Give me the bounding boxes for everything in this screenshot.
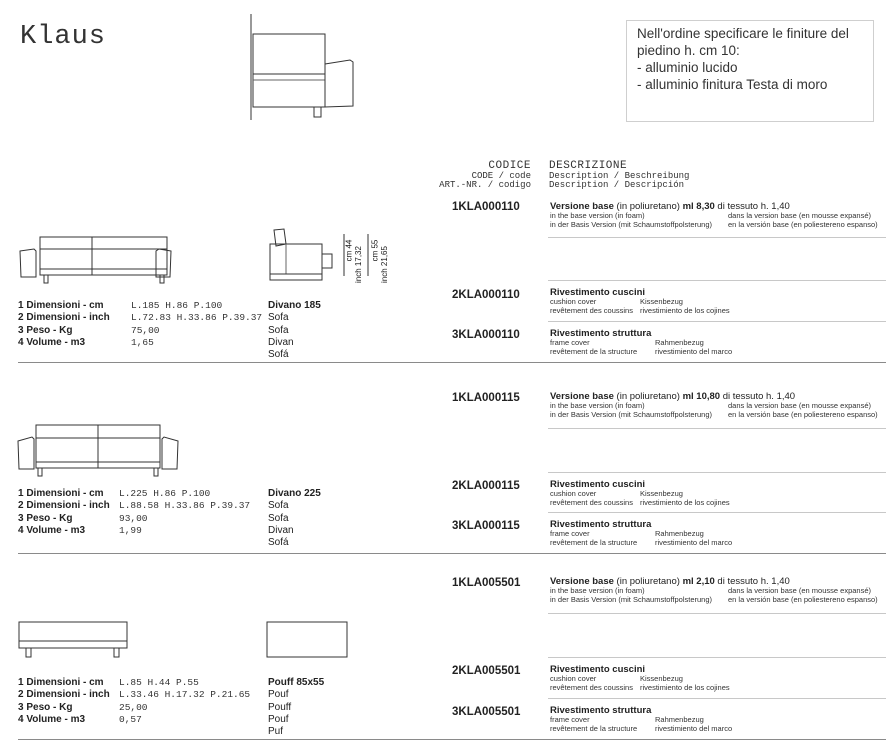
desc-de: in der Basis Version (mit Schaumstoffpolsterung) [550, 594, 713, 604]
product-translation: Sofá [268, 349, 289, 361]
article-code: 2KLA005501 [452, 665, 521, 677]
dim-inch2165: inch 21,65 [379, 246, 389, 283]
desc-es: rivestimiento de los cojines [640, 497, 730, 507]
desc-de: in der Basis Version (mit Schaumstoffpolsterung) [550, 409, 713, 419]
article-code: 1KLA000115 [452, 392, 520, 404]
row-divider [548, 321, 886, 322]
product-translation: Sofá [268, 537, 289, 549]
desc-en: frame cover [550, 715, 590, 724]
pouf-front-drawing [18, 621, 130, 659]
header-descrizione: DESCRIZIONE [549, 160, 628, 172]
section-separator [18, 362, 886, 363]
product-name-1 [268, 300, 321, 361]
article-description [550, 201, 878, 229]
dim-cm44: cm 44 [344, 239, 354, 262]
desc-fr: revêtement de la structure [550, 723, 638, 733]
dim-label: 4 Volume - m3 [18, 713, 86, 725]
desc-en: cushion cover [550, 674, 597, 683]
dimension-labels-2 [18, 488, 110, 537]
product-translation: Pouf [268, 713, 289, 725]
sofa-185-side-drawing [268, 228, 338, 284]
row-divider [548, 698, 886, 699]
desc-title: Rivestimento cuscini [550, 664, 646, 675]
order-note [626, 20, 874, 122]
dim-label: 2 Dimensioni - inch [18, 312, 110, 324]
desc-fr: revêtement de la structure [550, 537, 638, 547]
desc-es: en la versión base (en poliestereno espanso) [728, 219, 878, 229]
dimension-values-1 [131, 300, 262, 349]
product-translation: Sofa [268, 324, 289, 336]
desc-bold: Versione base [550, 391, 614, 402]
page-title: Klaus [20, 22, 107, 52]
desc-en: in the base version (in foam) [550, 586, 645, 595]
dim-label: 2 Dimensioni - inch [18, 689, 110, 701]
article-code: 2KLA000110 [452, 289, 520, 301]
dim-inch1732: inch 17,32 [353, 246, 363, 283]
desc-en: cushion cover [550, 297, 597, 306]
dimension-values-3 [119, 677, 250, 726]
row-divider [548, 512, 886, 513]
desc-de: Kissenbezug [640, 297, 683, 306]
row-divider [548, 428, 886, 429]
section-separator [18, 553, 886, 554]
article-code: 1KLA000110 [452, 201, 520, 213]
dim-value: L.185 H.86 P.100 [131, 300, 223, 311]
desc-normal2: di tessuto h. 1,40 [720, 391, 796, 402]
dimension-values-2 [119, 488, 250, 537]
dim-value: 75,00 [131, 324, 160, 336]
product-translation: Sofa [268, 312, 289, 324]
row-divider [548, 657, 886, 658]
dim-value: L.33.46 H.17.32 P.21.65 [119, 689, 251, 701]
header-desc-line3: Description / Descripción [549, 179, 685, 190]
product-title: Divano 225 [268, 488, 321, 499]
article-description [550, 664, 730, 692]
desc-title: Rivestimento struttura [550, 328, 652, 339]
dim-label: 1 Dimensioni - cm [18, 677, 104, 688]
desc-es: rivestimiento del marco [655, 537, 733, 547]
desc-en: in the base version (in foam) [550, 401, 645, 410]
dim-value: 0,57 [119, 713, 142, 725]
product-name-3 [268, 677, 324, 738]
desc-de: in der Basis Version (mit Schaumstoffpolsterung) [550, 219, 713, 229]
desc-de: Rahmenbezug [655, 715, 704, 724]
product-title: Pouff 85x55 [268, 677, 325, 688]
desc-normal2: di tessuto h. 1,40 [714, 201, 790, 212]
article-code: 2KLA000115 [452, 480, 520, 492]
row-divider [548, 472, 886, 473]
desc-title: Rivestimento struttura [550, 705, 652, 716]
header-code: CODE / code [471, 171, 531, 181]
article-code: 3KLA005501 [452, 706, 521, 718]
product-translation: Pouff [268, 701, 292, 713]
desc-bold: Versione base [550, 576, 614, 587]
sofa-185-front-drawing [20, 237, 173, 285]
desc-de: Rahmenbezug [655, 529, 704, 538]
product-translation: Pouf [268, 689, 289, 701]
desc-fr: revêtement des coussins [550, 682, 633, 692]
row-divider [548, 237, 886, 238]
header-desc-line2: Description / Beschreibung [549, 171, 690, 181]
article-description [550, 287, 730, 315]
product-translation: Sofa [268, 500, 289, 512]
dim-value: L.225 H.86 P.100 [119, 488, 211, 499]
product-translation: Divan [268, 336, 294, 348]
article-description [550, 519, 732, 547]
desc-de: Kissenbezug [640, 489, 683, 498]
desc-bold2: ml 8,30 [682, 201, 715, 212]
sofa-225-front-drawing [18, 425, 180, 477]
desc-normal: (in poliuretano) [613, 391, 683, 402]
desc-normal: (in poliuretano) [613, 201, 683, 212]
dim-label: 1 Dimensioni - cm [18, 300, 104, 311]
product-title: Divano 185 [268, 300, 321, 311]
article-description [550, 705, 732, 733]
pouf-top-drawing [266, 621, 350, 659]
desc-fr: dans la version base (en mousse expansé) [728, 211, 871, 220]
dim-value: L.88.58 H.33.86 P.39.37 [119, 500, 251, 512]
desc-es: rivestimiento de los cojines [640, 682, 730, 692]
dim-cm55: cm 55 [370, 239, 380, 262]
desc-bold: Versione base [550, 201, 614, 212]
desc-en: frame cover [550, 338, 590, 347]
note-line: - alluminio lucido [637, 60, 738, 75]
desc-en: in the base version (in foam) [550, 211, 645, 220]
sofa-side-illustration [250, 14, 360, 120]
desc-fr: dans la version base (en mousse expansé) [728, 401, 871, 410]
header-artnr: ART.-NR. / codigo [439, 179, 531, 190]
desc-es: rivestimiento del marco [655, 346, 733, 356]
article-description [550, 576, 878, 604]
row-divider [548, 280, 886, 281]
article-description [550, 391, 878, 419]
product-translation: Sofa [268, 512, 289, 524]
dim-value: 1,99 [119, 524, 142, 536]
dim-label: 4 Volume - m3 [18, 524, 86, 536]
desc-en: frame cover [550, 529, 590, 538]
dim-label: 4 Volume - m3 [18, 336, 86, 348]
desc-normal: (in poliuretano) [613, 576, 683, 587]
dim-label: 2 Dimensioni - inch [18, 500, 110, 512]
row-divider [548, 613, 886, 614]
description-column-header [549, 161, 689, 189]
desc-bold2: ml 10,80 [682, 391, 721, 402]
dimension-labels-3 [18, 677, 110, 726]
dim-value: L.72.83 H.33.86 P.39.37 [131, 312, 263, 324]
desc-fr: revêtement des coussins [550, 497, 633, 507]
desc-es: en la versión base (en poliestereno espanso) [728, 409, 878, 419]
note-line: - alluminio finitura Testa di moro [637, 77, 828, 92]
desc-fr: revêtement de la structure [550, 346, 638, 356]
dim-value: 25,00 [119, 701, 148, 713]
note-line: piedino h. cm 10: [637, 43, 740, 58]
dim-value: 1,65 [131, 336, 154, 348]
article-code: 3KLA000115 [452, 520, 520, 532]
desc-title: Rivestimento cuscini [550, 287, 646, 298]
desc-es: en la versión base (en poliestereno espanso) [728, 594, 878, 604]
desc-de: Kissenbezug [640, 674, 683, 683]
dim-label: 3 Peso - Kg [18, 512, 73, 524]
desc-normal2: di tessuto h. 1,40 [714, 576, 790, 587]
section-separator [18, 739, 886, 740]
header-codice: CODICE [488, 160, 531, 172]
note-line: Nell'ordine specificare le finiture del [637, 26, 849, 41]
dim-label: 1 Dimensioni - cm [18, 488, 104, 499]
product-translation: Puf [268, 726, 284, 738]
desc-title: Rivestimento cuscini [550, 479, 646, 490]
desc-de: Rahmenbezug [655, 338, 704, 347]
side-dimension-labels [344, 232, 389, 283]
product-name-2 [268, 488, 321, 549]
article-code: 1KLA005501 [452, 577, 521, 589]
article-description [550, 479, 730, 507]
desc-fr: dans la version base (en mousse expansé) [728, 586, 871, 595]
dim-label: 3 Peso - Kg [18, 701, 73, 713]
dim-value: 93,00 [119, 512, 148, 524]
desc-es: rivestimiento de los cojines [640, 305, 730, 315]
dim-value: L.85 H.44 P.55 [119, 677, 199, 688]
product-translation: Divan [268, 524, 294, 536]
article-description [550, 328, 732, 356]
desc-en: cushion cover [550, 489, 597, 498]
desc-title: Rivestimento struttura [550, 519, 652, 530]
dim-label: 3 Peso - Kg [18, 324, 73, 336]
code-column-header [420, 161, 531, 189]
desc-es: rivestimiento del marco [655, 723, 733, 733]
dimension-labels-1 [18, 300, 110, 349]
desc-fr: revêtement des coussins [550, 305, 633, 315]
article-code: 3KLA000110 [452, 329, 520, 341]
desc-bold2: ml 2,10 [682, 576, 715, 587]
